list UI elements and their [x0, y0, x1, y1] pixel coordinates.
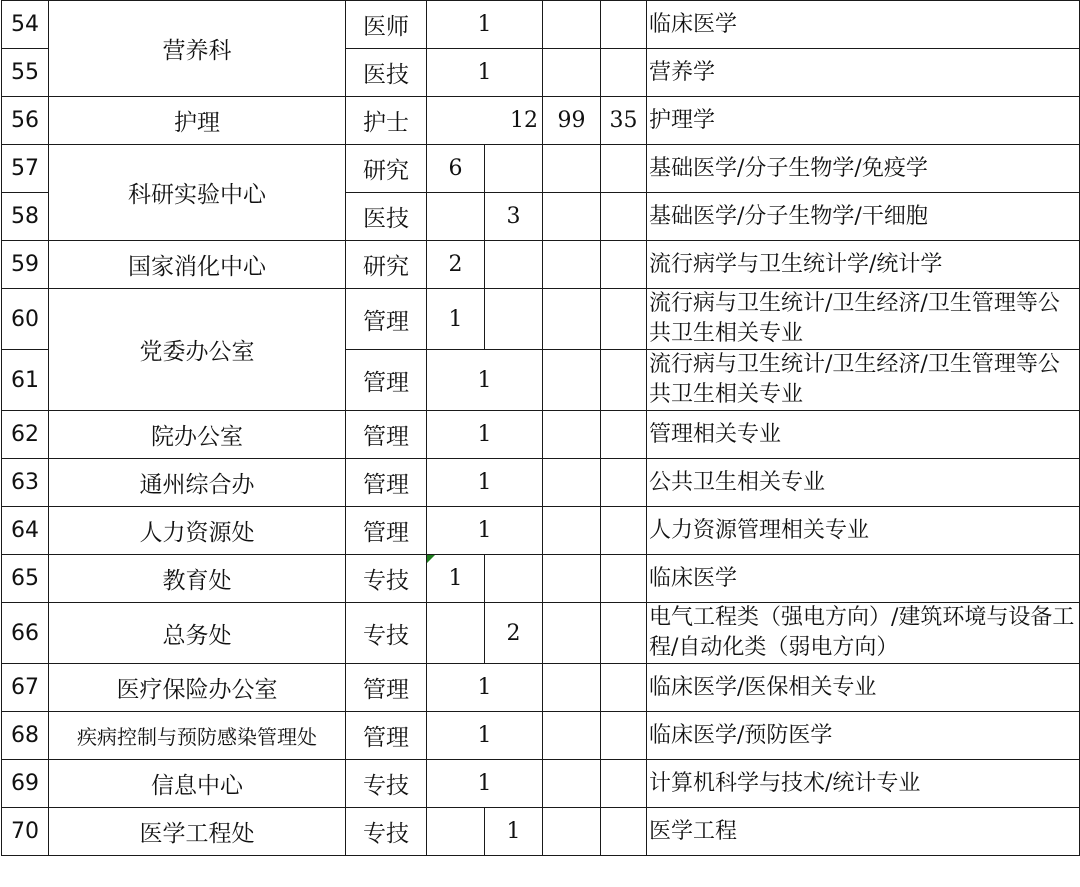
- department-cell: 院办公室: [49, 411, 346, 459]
- major-cell: 临床医学: [647, 1, 1080, 49]
- position-type-cell: 专技: [346, 808, 427, 856]
- count-cell: [485, 555, 543, 603]
- table-row: [2, 241, 1080, 289]
- department-cell: 国家消化中心: [49, 241, 346, 289]
- count-cell: [543, 603, 601, 664]
- department-cell: 医疗保险办公室: [49, 664, 346, 712]
- row-number: 66: [2, 603, 49, 664]
- row-number: 61: [2, 350, 49, 411]
- major-cell: 临床医学/医保相关专业: [647, 664, 1080, 712]
- major-cell: 营养学: [647, 49, 1080, 97]
- count-cell: [601, 712, 647, 760]
- major-cell: 医学工程: [647, 808, 1080, 856]
- recruitment-table: [1, 0, 1080, 856]
- position-type-cell: 管理: [346, 712, 427, 760]
- row-number: 70: [2, 808, 49, 856]
- count-cell: [601, 664, 647, 712]
- count-cell: [543, 459, 601, 507]
- position-type-cell: 管理: [346, 289, 427, 350]
- count-cell: 1: [427, 289, 485, 350]
- row-number: 64: [2, 507, 49, 555]
- department-cell: 信息中心: [49, 760, 346, 808]
- count-cell: 1: [427, 459, 543, 507]
- count-cell: [543, 193, 601, 241]
- table-row: [2, 411, 1080, 459]
- count-cell: [601, 555, 647, 603]
- count-cell: 99: [543, 97, 601, 145]
- count-cell: [543, 350, 601, 411]
- count-cell: 6: [427, 145, 485, 193]
- count-cell: 1: [427, 507, 543, 555]
- department-cell: 人力资源处: [49, 507, 346, 555]
- major-cell: 临床医学/预防医学: [647, 712, 1080, 760]
- table-row: [2, 808, 1080, 856]
- position-type-cell: 管理: [346, 350, 427, 411]
- count-cell: 1: [427, 1, 543, 49]
- count-cell: [543, 411, 601, 459]
- count-cell: 1: [427, 712, 543, 760]
- table-row: [2, 760, 1080, 808]
- table-row: [2, 603, 1080, 664]
- row-number: 55: [2, 49, 49, 97]
- department-cell: 护理: [49, 97, 346, 145]
- count-cell: [543, 289, 601, 350]
- table-row: [2, 289, 1080, 350]
- count-cell: [601, 241, 647, 289]
- major-cell: 基础医学/分子生物学/干细胞: [647, 193, 1080, 241]
- count-cell: [543, 145, 601, 193]
- major-cell: 人力资源管理相关专业: [647, 507, 1080, 555]
- count-cell: 1: [485, 808, 543, 856]
- major-cell: 护理学: [647, 97, 1080, 145]
- count-cell: [485, 241, 543, 289]
- row-number: 68: [2, 712, 49, 760]
- count-cell: [601, 193, 647, 241]
- count-cell: [601, 411, 647, 459]
- position-type-cell: 研究: [346, 241, 427, 289]
- position-type-cell: 专技: [346, 555, 427, 603]
- major-cell: 流行病与卫生统计/卫生经济/卫生管理等公共卫生相关专业: [647, 350, 1080, 411]
- position-type-cell: 管理: [346, 411, 427, 459]
- count-cell: [601, 289, 647, 350]
- position-type-cell: 专技: [346, 760, 427, 808]
- comment-marker-icon: [427, 555, 435, 563]
- count-cell: 1: [427, 664, 543, 712]
- table-row: [2, 459, 1080, 507]
- row-number: 54: [2, 1, 49, 49]
- row-number: 57: [2, 145, 49, 193]
- department-cell: 营养科: [49, 1, 346, 97]
- count-cell: 2: [485, 603, 543, 664]
- count-cell: 35: [601, 97, 647, 145]
- count-cell: 12: [427, 97, 543, 145]
- table-row: [2, 712, 1080, 760]
- table-row: [2, 145, 1080, 193]
- table-row: [2, 664, 1080, 712]
- position-type-cell: 管理: [346, 664, 427, 712]
- position-type-cell: 专技: [346, 603, 427, 664]
- major-cell: 电气工程类（强电方向）/建筑环境与设备工程/自动化类（弱电方向）: [647, 603, 1080, 664]
- row-number: 67: [2, 664, 49, 712]
- row-number: 59: [2, 241, 49, 289]
- position-type-cell: 医师: [346, 1, 427, 49]
- count-cell: [543, 808, 601, 856]
- row-number: 63: [2, 459, 49, 507]
- count-cell: [427, 193, 485, 241]
- count-cell: [601, 760, 647, 808]
- count-cell: [601, 507, 647, 555]
- count-cell: [485, 289, 543, 350]
- count-cell: [543, 507, 601, 555]
- count-cell: [601, 350, 647, 411]
- count-cell: [543, 664, 601, 712]
- table-row: [2, 507, 1080, 555]
- count-cell: [543, 712, 601, 760]
- row-number: 65: [2, 555, 49, 603]
- count-cell: [427, 555, 485, 603]
- row-number: 60: [2, 289, 49, 350]
- table-row: [2, 97, 1080, 145]
- department-cell: 党委办公室: [49, 289, 346, 411]
- count-cell: 1: [427, 760, 543, 808]
- position-type-cell: 研究: [346, 145, 427, 193]
- count-value: 1: [448, 566, 463, 591]
- department-cell: 医学工程处: [49, 808, 346, 856]
- row-number: 56: [2, 97, 49, 145]
- major-cell: 管理相关专业: [647, 411, 1080, 459]
- count-cell: [543, 49, 601, 97]
- department-cell: 教育处: [49, 555, 346, 603]
- count-cell: 2: [427, 241, 485, 289]
- count-cell: [427, 603, 485, 664]
- count-cell: 3: [485, 193, 543, 241]
- count-cell: [601, 459, 647, 507]
- count-cell: [543, 241, 601, 289]
- department-cell: 通州综合办: [49, 459, 346, 507]
- count-cell: [601, 49, 647, 97]
- major-cell: 流行病与卫生统计/卫生经济/卫生管理等公共卫生相关专业: [647, 289, 1080, 350]
- major-cell: 基础医学/分子生物学/免疫学: [647, 145, 1080, 193]
- position-type-cell: 管理: [346, 459, 427, 507]
- position-type-cell: 护士: [346, 97, 427, 145]
- department-cell: 科研实验中心: [49, 145, 346, 241]
- count-cell: [485, 145, 543, 193]
- count-cell: [543, 1, 601, 49]
- count-cell: 1: [427, 411, 543, 459]
- position-type-cell: 医技: [346, 49, 427, 97]
- count-cell: [601, 145, 647, 193]
- major-cell: 流行病学与卫生统计学/统计学: [647, 241, 1080, 289]
- department-cell: 疾病控制与预防感染管理处: [49, 712, 346, 760]
- major-cell: 临床医学: [647, 555, 1080, 603]
- department-cell: 总务处: [49, 603, 346, 664]
- count-cell: [427, 808, 485, 856]
- major-cell: 公共卫生相关专业: [647, 459, 1080, 507]
- count-cell: [601, 808, 647, 856]
- count-cell: [543, 760, 601, 808]
- table-row: [2, 555, 1080, 603]
- count-cell: [601, 603, 647, 664]
- row-number: 58: [2, 193, 49, 241]
- position-type-cell: 管理: [346, 507, 427, 555]
- position-type-cell: 医技: [346, 193, 427, 241]
- count-cell: [601, 1, 647, 49]
- count-cell: 1: [427, 350, 543, 411]
- count-cell: [543, 555, 601, 603]
- count-cell: 1: [427, 49, 543, 97]
- major-cell: 计算机科学与技术/统计专业: [647, 760, 1080, 808]
- row-number: 62: [2, 411, 49, 459]
- table-row: [2, 1, 1080, 49]
- row-number: 69: [2, 760, 49, 808]
